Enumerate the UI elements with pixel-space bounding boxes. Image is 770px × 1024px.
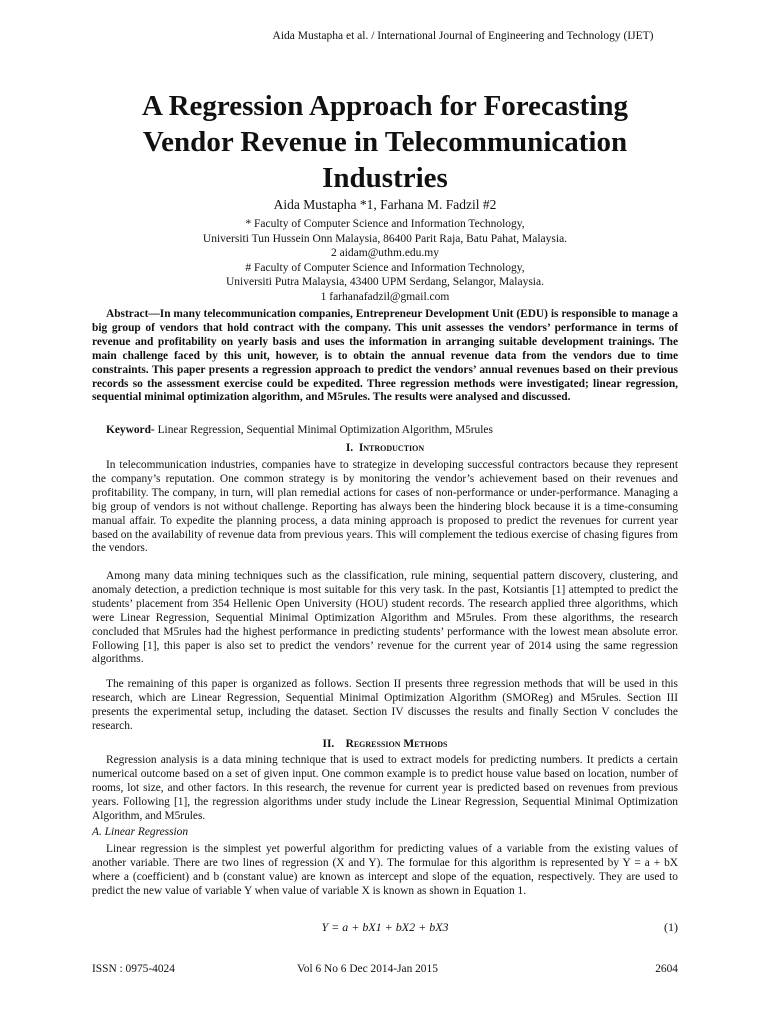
abstract: Abstract—In many telecommunication companies, Entrepreneur Development Unit (EDU) is responsible to manage a big group of vendors that hold contract with the company. This unit assesses the vendors’ performance in terms of revenue and profitability on yearly basis and uses the information in arranging suitable development trainings. The main challenge faced by this unit, however, is to obtain the annual revenue data from the vendors due to time constraints. This paper presents a regression approach to predict the vendors’ annual revenues based on their previous records so the assessment exercise could be expedited. Three regression methods were investigated; linear regression, sequential minimal optimization algorithm, and M5rules. The results were analysed and discussed.: [92, 308, 678, 404]
intro-paragraph: In telecommunication industries, companies have to strategize in developing successful contractors because they represent the company’s reputation. One common strategy is by monitoring the vendor’s achievement based on their revenues and profitability. The company, in turn, will plan remedial actions for cases of non-performance or under-performance. Managing a big group of vendors is not without challenge. Reporting has always been the hindering block because it is a time-consuming manual affair. To expedite the planning process, a data mining approach is proposed to predict the revenues for current year based on the availability of revenue data from previous years. This will complement the tedious exercise of chasing figures from the vendors.: [92, 459, 678, 555]
section-number: II.: [322, 738, 335, 750]
section-heading-introduction: [0, 442, 770, 454]
affiliation-line: * Faculty of Computer Science and Information Technology,: [245, 218, 525, 230]
equation-number: (1): [664, 920, 678, 934]
section-title: Introduction: [358, 442, 425, 454]
running-head-text: Aida Mustapha et al. / International Journal of Engineering and Technology (IJET): [272, 30, 654, 42]
author-list: Aida Mustapha *1, Farhana M. Fadzil #2: [273, 197, 497, 212]
equation-text: Y = a + bX1 + bX2 + bX3: [321, 920, 449, 934]
title-line: A Regression Approach for Forecasting: [141, 90, 629, 122]
affiliation-line: Universiti Tun Hussein Onn Malaysia, 86400 Parit Raja, Batu Pahat, Malaysia.: [202, 232, 568, 245]
subsection-heading: A. Linear Regression: [92, 826, 189, 838]
affiliations: [0, 217, 770, 305]
issn: ISSN : 0975-4024: [92, 963, 175, 975]
keyword-text: Linear Regression, Sequential Minimal Optimization Algorithm, M5rules: [154, 424, 493, 436]
email-line: 1 farhanafadzil@gmail.com: [320, 290, 450, 303]
volume-info: Vol 6 No 6 Dec 2014-Jan 2015: [297, 963, 438, 975]
paper-title: [90, 88, 680, 196]
running-head: [0, 30, 770, 42]
page-number: 2604: [655, 963, 678, 975]
intro-paragraph: The remaining of this paper is organized as follows. Section II presents three regression methods that will be used in this research, which are Linear Regression, Sequential Minimal Optimization Algorithm (SMOReg) and M5rules. Section III presents the experimental setup, including the dataset. Section IV discusses the results and finally Section V concludes the research.: [92, 678, 678, 732]
section-title: Regression Methods: [345, 738, 448, 750]
regression-paragraph: Regression analysis is a data mining technique that is used to extract models for predicting numbers. It predicts a certain numerical outcome based on a set of given input. One common example is to predict house value based on location, number of rooms, lot size, and other factors. In this research, the revenue for current year is predicted based on revenues from previous years. Following [1], the regression algorithms under study include the Linear Regression, Sequential Minimal Optimization Algorithm, and M5rules.: [92, 754, 678, 822]
title-line: Vendor Revenue in Telecommunication: [142, 126, 628, 158]
affiliation-line: # Faculty of Computer Science and Information Technology,: [245, 261, 525, 274]
intro-paragraph: Among many data mining techniques such as the classification, rule mining, sequential pattern discovery, clustering, and anomaly detection, a prediction technique is most suitable for this very task. In the past, Kotsiantis [1] attempted to predict the students’ placement from 354 Hellenic Open University (HOU) student records. The research applied three algorithms, which were Linear Regression, Sequential Minimal Optimization Algorithm and M5rules. From these algorithms, the research concluded that M5rules had the highest performance in predicting students’ performance with the lowest mean absolute error. Following [1], this paper is also set to predict the vendors’ revenue for the current year of 2014 using the same regression algorithms.: [92, 570, 678, 666]
section-heading-regression-methods: [0, 738, 770, 750]
keyword-label: Keyword-: [106, 424, 155, 436]
title-line: Industries: [322, 162, 448, 194]
linear-regression-paragraph: Linear regression is the simplest yet powerful algorithm for predicting values of a variable from the existing values of another variable. There are two lines of regression (X and Y). The formulae for this algorithm is represented by Y = a + bX where a (coefficient) and b (constant value) are known as intercept and slope of the equation, respectively. They are used to predict the new value of variable Y when value of variable X is known as shown in Equation 1.: [92, 843, 678, 897]
email-line: 2 aidam@uthm.edu.my: [330, 247, 439, 260]
section-number: I.: [345, 442, 354, 454]
affiliation-line: Universiti Putra Malaysia, 43400 UPM Serdang, Selangor, Malaysia.: [226, 276, 544, 289]
keywords: [92, 424, 678, 438]
